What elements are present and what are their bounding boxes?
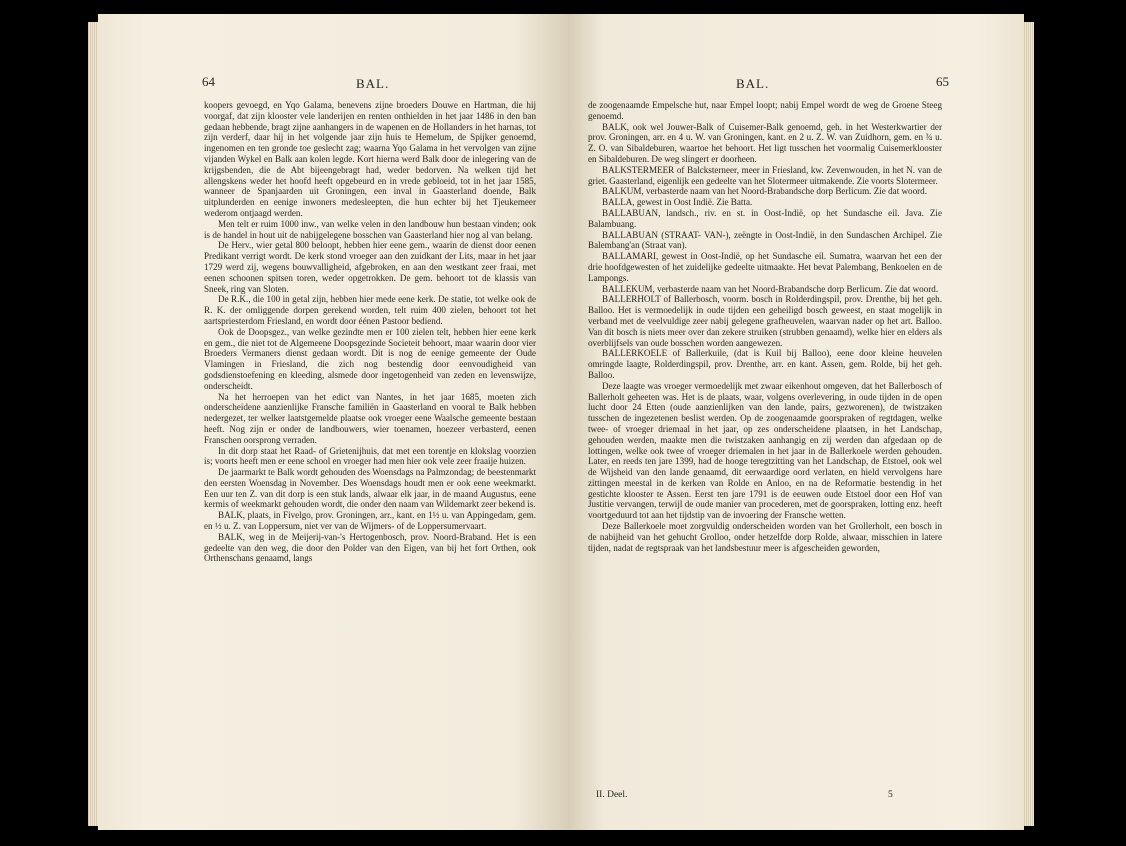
paragraph: Ook de Doopsgez., van welke gezindte men er 100 zielen telt, hebben hier eene kerk en gem., die niet tot de Algemeene Doopsgezinde Societeit behoort, maar waarin door vier Broeders Vermaners dienst gedaan wordt. Dit is nog de eenige gemeente der Oude Vlamingen in Friesland, die zich nog bestendig door eenvoudigheid van godsdienstoefening en kleeding, alsmede door ingetogenheid van zeden en levenswijze, onderscheidt. xyxy=(204,326,536,391)
paragraph: Deze laagte was vroeger vermoedelijk met zwaar eikenhout omgeven, dat het Ballerbosch of Ballerholt geheeten was. Het is de plaats, waar, volgens overlevering, in oude tijden in de open lucht door 24 Etten (oude aanzienlijken van den lande, pairs, gezworenen), de twistzaken tusschen de ingezetenen beslist werden. Op de zoogenaamde goorspraken of regtdagen, welke twee- of vroeger driemaal in het jaar, op zes onderscheidene plaatsen, in het Landschap, gehouden werden, maakte men die twistzaken aanhangig en zij werden dan afgedaan op de lottingen, welke ook twee of vroeger driemalen in het jaar in de Ballerkoele werden gehouden. Later, en reeds ten jare 1399, had de hooge teregtzitting van het Landschap, de Etstoel, ook wel de Wijsheid van den lande genaamd, dit eerwaardige oord verlaten, en hield vervolgens hare zittingen meestal in de kerken van Rolde en Anloo, en na de Reformatie bestendig in het gestichte klooster te Assen. Eerst ten jare 1791 is de eeuwen oude Etstoel door een Hof van Justitie vervangen, terwijl de oude manier van procederen, met de goorspraken, lotting enz. heeft voortgeduurd tot aan het tijdstip van de invoering der Fransche wetten. xyxy=(588,380,942,521)
paragraph: BALKSTERMEER of Balcksterneer, meer in Friesland, kw. Zevenwouden, in het N. van de griet. Gaasterland, eigenlijk een gedeelte van het Slotermeer uitmakende. Zie voorts Slotermeer. xyxy=(588,164,942,186)
paragraph: BALLA, gewest in Oost Indië. Zie Batta. xyxy=(602,197,753,208)
paragraph: Na het herroepen van het edict van Nantes, in het jaar 1685, moeten zich onderscheidene aanzienlijke Fransche familiën in Gaasterland en vooral te Balk hebben nedergezet, ter welker laatstgemelde plaatse ook vroeger eene Waalsche gemeente bestaan heeft. Nog zijn er onder de landbouwers, wier toenamen, hoezeer verbasterd, eenen Franschen oorsprong verraden. xyxy=(204,391,536,445)
paragraph: BALLABUAN, landsch., riv. en st. in Oost-Indië, op het Sundasche eil. Java. Zie Balambuang. xyxy=(588,207,942,229)
paragraph: In dit dorp staat het Raad- of Grietenijhuis, dat met een torentje en klokslag voorzien is; voorts heeft men er eene school en vroeger had men hier ook vele zeer fraaije huizen. xyxy=(204,445,536,467)
left-page-number: 64 xyxy=(202,74,215,89)
paragraph: BALK, weg in de Meijerij-van-'s Hertogenbosch, prov. Noord-Braband. Het is een gedeelte van den weg, die door den Polder van den Eigen, van bij het fort Orthen, ook Orthenschans genaamd, langs xyxy=(204,531,536,564)
paragraph: BALLERHOLT of Ballerbosch, voorm. bosch in Rolderdingspil, prov. Drenthe, bij het geh. Balloo. Het is vermoedelijk in oude tijden een geheiligd bosch geweest, en staat mogelijk in verband met de veelvuldige zeer nabij gelegene grafheuvelen, waarvan nader op het art. Balloo. Van dit bosch is niets meer over dan zekere struiken (strubben genaamd), welke hier en elders als overblijfsels van oude bosschen worden aangewezen. xyxy=(588,294,942,348)
paragraph: BALLABUAN (STRAAT- VAN-), zeëngte in Oost-Indië, in den Sundaschen Archipel. Zie Balembang'an (Straat van). xyxy=(588,229,942,251)
left-page-text xyxy=(204,100,536,564)
paragraph: de zoogenaamde Empelsche hut, naar Empel loopt; nabij Empel wordt de weg de Groene Steeg genoemd. xyxy=(588,100,942,121)
paragraph: De Herv., wier getal 800 beloopt, hebben hier eene gem., waarin de dienst door eenen Predikant verrigt wordt. De kerk stond vroeger aan den zuidkant der Lits, maar in het jaar 1729 werd zij, wegens bouwvalligheid, afgebroken, en aan den westkant zeer fraai, met eenen schoonen spitsen toren, weder opgetrokken. De gem. behoort tot de klassis van Sneek, ring van Sloten. xyxy=(204,240,536,294)
paragraph: BALLERKOELE of Ballerkuile, (dat is Kuil bij Balloo), eene door kleine heuvelen omringde laagte, Rolderdingspil, prov. Drenthe, arr. en kant. Assen, gem. Rolde, bij het geh. Balloo. xyxy=(588,348,942,380)
paragraph: BALK, plaats, in Fivelgo, prov. Groningen, arr., kant. en 1½ u. van Appingedam, gem. en ½ u. Z. van Loppersum, niet ver van de Wijmers- of de Loppersumervaart. xyxy=(204,510,536,532)
paragraph: De jaarmarkt te Balk wordt gehouden des Woensdags na Palmzondag; de beestenmarkt den eersten Woensdag in November. Des Woensdags houdt men er ook eene weekmarkt. Een uur ten Z. van dit dorp is een stuk lands, alwaar elk jaar, in de maand Augustus, eene kermis of weekmarkt gehouden wordt, die onder den naam van Wildemarkt zeer bekend is. xyxy=(204,467,536,510)
volume-signature: II. Deel. xyxy=(596,790,628,800)
open-book xyxy=(88,14,1034,830)
paragraph: BALKUM, verbasterde naam van het Noord-Brabandsche dorp Berlicum. Zie dat woord. xyxy=(602,186,928,197)
page-edges-right xyxy=(1024,22,1034,826)
paragraph: BALLEKUM, verbasterde naam van het Noord-Brabandsche dorp Berlicum. Zie dat woord. xyxy=(602,283,939,294)
paragraph: BALK, ook wel Jouwer-Balk of Cuisemer-Balk genoemd, geh. in het Westerkwartier der prov. Groningen, arr. en 4 u. W. van Groningen, kant. en 2 u. Z. W. van Zuidhorn, gem. en ¾ u. Z. O. van Sibaldeburen, waartoe het behoort. Het ligt tusschen het voormalig Cuisemerklooster en Sibaldeburen. De weg slingert er doorheen. xyxy=(588,121,942,164)
right-running-head: BAL. xyxy=(736,76,770,91)
left-running-head: BAL. xyxy=(356,76,390,91)
right-page-text xyxy=(588,100,942,553)
paragraph: Deze Ballerkoele moet zorgvuldig onderscheiden worden van het Grollerholt, een bosch in de nabijheid van het gehucht Grolloo, onder hetzelfde dorp Rolde, alwaar, misschien in latere tijden, nadat de regtspraak van het landsbestuur meer is afgescheiden geworden, xyxy=(588,521,942,553)
paragraph: BALLAMARI, gewest in Oost-Indië, op het Sundasche eil. Sumatra, waarvan het een der drie hoofdgewesten of het zuidelijke gedeelte uitmaakte. Het bevat Palembang, Benkoelen en de Lampongs. xyxy=(588,251,942,283)
paragraph: De R.K., die 100 in getal zijn, hebben hier mede eene kerk. De statie, tot welke ook de R. K. der omliggende dorpen gerekend worden, telt ruim 400 zielen, behoort tot het aartspriesterdom Friesland, en wordt door éénen Pastoor bediend. xyxy=(204,294,536,326)
right-page-number: 65 xyxy=(936,74,949,89)
paragraph: Men telt er ruim 1000 inw., van welke velen in den landbouw hun bestaan vinden; ook is de handel in hout uit de nabijgelegene bosschen van Gaasterland hier nog al van belang. xyxy=(204,218,536,240)
signature-number: 5 xyxy=(888,790,893,800)
paragraph: koopers gevoegd, en Yqo Galama, benevens zijne broeders Douwe en Hartman, die hij voorgaf, dat zijn klooster vele landerijen en renten onthielden in het jaar 1486 in den ban gedaan hebbende, bragt zijne aanhangers in de wapenen en de Hollanders in het harnas, tot zijn verderf, daar hij in het volgende jaar zijn huis te Hemelum, de Spijker genoemd, ingenomen en ten gronde toe geslecht zag; waarna Yqo Galama in het vervolgen van zijne vijanden Wykel en Balk aan kolen legde. Kort hierna werd Balk door de inlegering van de krijgsbenden, die de Abt bijeengebragt had, weder bedorven. Na welken tijd het allengskens weder het hoofd heeft opgebeurd en in vrede gebloeid, tot in het jaar 1585, wanneer de Spanjaarden uit Groningen, een inval in Gaasterland doende, Balk uitplunderden en eenige inwoners medesleepten, die hun echter bij het Tjeukemeer wederom ontjaagd werden. xyxy=(204,100,536,218)
right-page xyxy=(568,14,1024,830)
left-page xyxy=(98,14,568,830)
page-edges-left xyxy=(88,22,98,826)
